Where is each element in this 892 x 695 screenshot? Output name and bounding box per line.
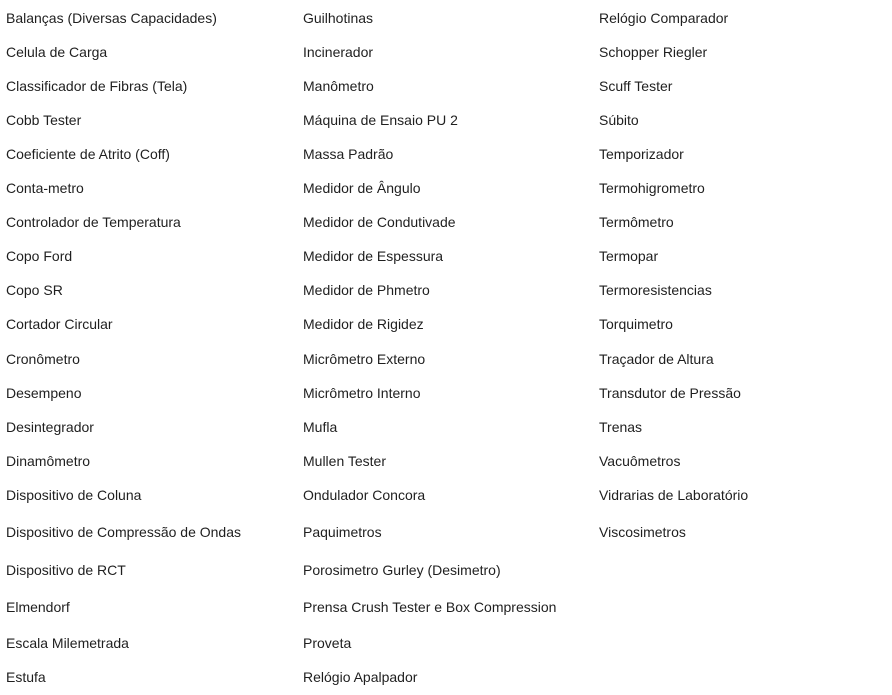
list-item: Medidor de Condutivade xyxy=(303,214,456,230)
list-item: Cobb Tester xyxy=(6,112,82,128)
list-item: Temporizador xyxy=(599,146,684,162)
list-item: Dispositivo de Coluna xyxy=(6,487,142,503)
list-item: Celula de Carga xyxy=(6,44,108,60)
list-item: Balanças (Diversas Capacidades) xyxy=(6,10,217,26)
list-item: Vacuômetros xyxy=(599,453,681,469)
list-item: Elmendorf xyxy=(6,599,70,615)
list-item: Incinerador xyxy=(303,44,374,60)
list-item: Termohigrometro xyxy=(599,180,705,196)
list-item: Controlador de Temperatura xyxy=(6,214,181,230)
list-item: Relógio Comparador xyxy=(599,10,729,26)
list-item: Escala Milemetrada xyxy=(6,635,129,651)
list-item: Conta-metro xyxy=(6,180,84,196)
list-item: Classificador de Fibras (Tela) xyxy=(6,78,188,94)
list-item: Paquimetros xyxy=(303,524,382,540)
list-item: Traçador de Altura xyxy=(599,351,714,367)
list-item: Manômetro xyxy=(303,78,374,94)
list-item: Medidor de Espessura xyxy=(303,248,444,264)
list-item: Massa Padrão xyxy=(303,146,394,162)
list-item: Dispositivo de Compressão de Ondas xyxy=(6,524,242,540)
list-item: Transdutor de Pressão xyxy=(599,385,741,401)
list-item: Relógio Apalpador xyxy=(303,669,418,685)
list-item: Micrômetro Interno xyxy=(303,385,421,401)
list-item: Dispositivo de RCT xyxy=(6,562,126,578)
list-item: Copo SR xyxy=(6,282,63,298)
list-item: Medidor de Rigidez xyxy=(303,316,424,332)
list-item: Mullen Tester xyxy=(303,453,387,469)
list-item: Ondulador Concora xyxy=(303,487,426,503)
list-item: Súbito xyxy=(599,112,639,128)
list-item: Termômetro xyxy=(599,214,674,230)
list-item: Estufa xyxy=(6,669,46,685)
list-item: Cortador Circular xyxy=(6,316,113,332)
list-item: Micrômetro Externo xyxy=(303,351,426,367)
list-item: Dinamômetro xyxy=(6,453,91,469)
list-item: Viscosimetros xyxy=(599,524,686,540)
list-item: Guilhotinas xyxy=(303,10,374,26)
list-item: Mufla xyxy=(303,419,338,435)
list-item: Proveta xyxy=(303,635,352,651)
list-item: Medidor de Ângulo xyxy=(303,180,421,196)
list-item: Schopper Riegler xyxy=(599,44,708,60)
list-item: Torquimetro xyxy=(599,316,673,332)
list-item: Coeficiente de Atrito (Coff) xyxy=(6,146,170,162)
list-item: Medidor de Phmetro xyxy=(303,282,430,298)
list-item: Trenas xyxy=(599,419,643,435)
list-item: Porosimetro Gurley (Desimetro) xyxy=(303,562,501,578)
list-item: Máquina de Ensaio PU 2 xyxy=(303,112,458,128)
list-item: Termoresistencias xyxy=(599,282,712,298)
list-item: Prensa Crush Tester e Box Compression xyxy=(303,599,557,615)
list-item: Copo Ford xyxy=(6,248,73,264)
list-item: Vidrarias de Laboratório xyxy=(599,487,749,503)
list-item: Desintegrador xyxy=(6,419,94,435)
list-item: Termopar xyxy=(599,248,659,264)
list-item: Cronômetro xyxy=(6,351,80,367)
list-item: Scuff Tester xyxy=(599,78,673,94)
list-item: Desempeno xyxy=(6,385,82,401)
